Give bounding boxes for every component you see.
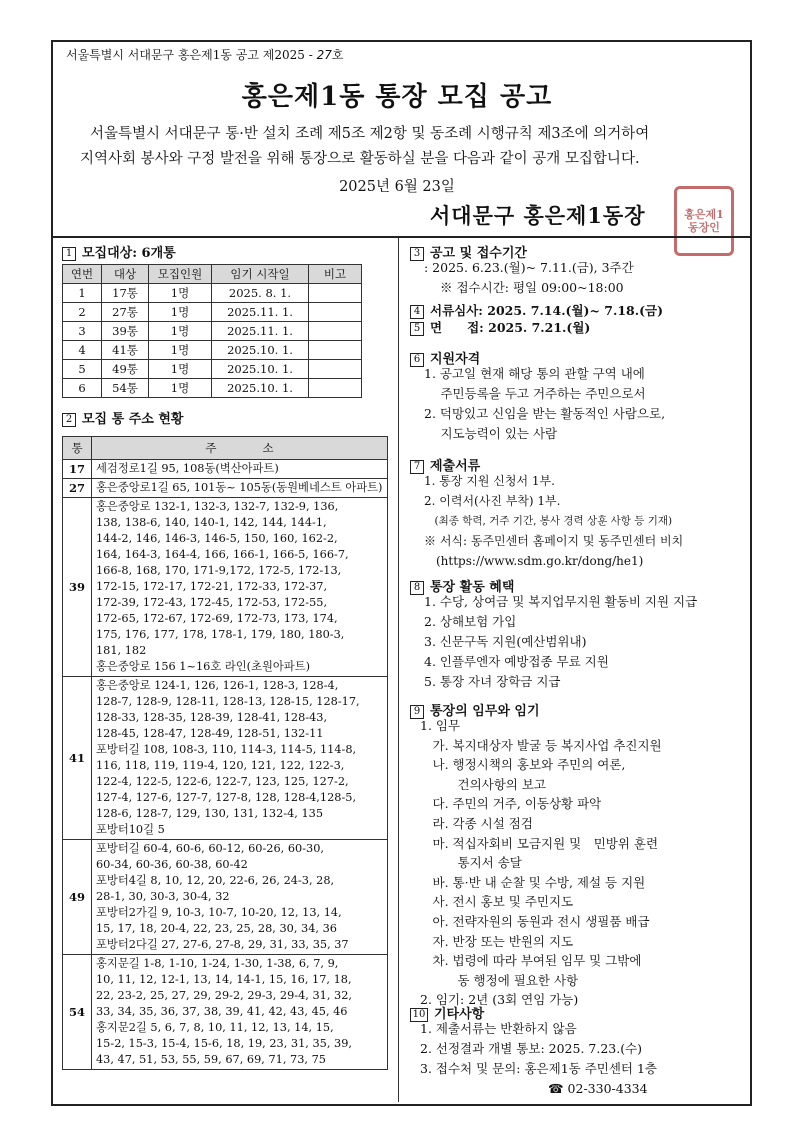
section-heading-text: 모집대상: 6개통 (82, 246, 176, 261)
section-screening (410, 301, 663, 319)
section-number-box: 1 (62, 247, 76, 261)
table-cell: 17통 (102, 284, 149, 303)
col-header: 임기 시작일 (212, 265, 309, 284)
table-header-row (63, 265, 362, 284)
table-cell: 2025.10. 1. (212, 341, 309, 360)
address-line: 포방터10길 5 (96, 823, 165, 836)
list-item: 다. 주민의 거주, 이동상황 파악 (420, 796, 602, 812)
list-item: 차. 법령에 따라 부여된 임무 및 그밖에 (420, 953, 642, 969)
address-line: 172-15, 172-17, 172-21, 172-33, 172-37, (96, 580, 328, 593)
address-line: 172-65, 172-67, 172-69, 172-73, 173, 174, (96, 612, 338, 625)
col-header: 대상 (102, 265, 149, 284)
table-cell: 1 (63, 284, 102, 303)
address-line: 164, 164-3, 164-4, 166, 166-1, 166-5, 166-7, (96, 548, 349, 561)
doc-number-handwritten: 27 (316, 48, 332, 62)
address-line: 128-45, 128-47, 128-49, 128-51, 132-11 (96, 727, 324, 740)
col-header: 주 소 (92, 437, 388, 460)
list-item: 통지서 송달 (420, 855, 522, 871)
address-line: 홍지문2길 5, 6, 7, 8, 10, 11, 12, 13, 14, 15, (96, 1021, 334, 1034)
list-item: 2. 선정결과 개별 통보: 2025. 7.23.(수) (420, 1041, 643, 1056)
section-interview (410, 318, 590, 336)
period-details (424, 258, 634, 298)
list-item: 지도능력이 있는 사람 (424, 426, 558, 441)
list-item: 아. 전략자원의 동원과 전시 생필품 배급 (420, 913, 650, 929)
issuer-signature: 서대문구 홍은제1동장 (430, 203, 646, 228)
address-line: 포방터4길 8, 10, 12, 20, 22-6, 26, 24-3, 28, (96, 874, 335, 887)
table-row (63, 322, 362, 341)
documents-list (424, 471, 683, 571)
address-line: 15, 17, 18, 20-4, 22, 23, 25, 28, 30, 34, 36 (96, 922, 337, 935)
table-cell: 2025.11. 1. (212, 303, 309, 322)
section-number-box: 6 (410, 353, 424, 367)
table-cell: 1명 (149, 379, 212, 398)
table-cell: 4 (63, 341, 102, 360)
table-cell: 2025.11. 1. (212, 322, 309, 341)
address-cell (92, 840, 388, 955)
table-cell: 2 (63, 303, 102, 322)
list-item: 1. 제출서류는 반환하지 않음 (420, 1021, 577, 1036)
intro-paragraph (80, 122, 730, 172)
qualification-list (424, 364, 665, 444)
address-line: 33, 34, 35, 36, 37, 38, 39, 41, 42, 43, 45, 46 (96, 1005, 348, 1018)
table-row (63, 498, 388, 677)
tong-number: 27 (63, 479, 92, 498)
address-line: 22, 23-2, 25, 27, 29, 29-2, 29-3, 29-4, 31, 32, (96, 989, 352, 1002)
table-cell (309, 341, 362, 360)
interview-text: 면 접: 2025. 7.21.(월) (430, 320, 591, 335)
page-title: 홍은제1동 통장 모집 공고 (241, 82, 553, 112)
section-number-box: 10 (410, 1008, 428, 1022)
list-item: 라. 각종 시설 점검 (420, 815, 533, 831)
table-cell (309, 360, 362, 379)
table-cell (309, 284, 362, 303)
address-line: 포방터2다길 27, 27-6, 27-8, 29, 31, 33, 35, 37 (96, 938, 349, 951)
address-line: 122-4, 122-5, 122-6, 122-7, 123, 125, 127-2, (96, 775, 349, 788)
table-row (63, 284, 362, 303)
address-line: 181, 182 (96, 644, 147, 657)
col-header: 연번 (63, 265, 102, 284)
address-line: 128-6, 128-7, 129, 130, 131, 132-4, 135 (96, 807, 324, 820)
address-line: 포방터길 60-4, 60-6, 60-12, 60-26, 60-30, (96, 842, 325, 855)
table-cell: 49통 (102, 360, 149, 379)
column-divider (398, 238, 399, 1102)
list-item: 3. 접수처 및 문의: 홍은제1동 주민센터 1층 (420, 1061, 658, 1076)
list-item: 건의사항의 보고 (420, 776, 546, 792)
list-item: 1. 공고일 현재 해당 통의 관할 구역 내에 (424, 366, 645, 381)
intro-line-2: 지역사회 봉사와 구정 발전을 위해 통장으로 활동하실 분을 다음과 같이 공개 모집합니다. (80, 151, 640, 167)
address-line: 10, 11, 12, 12-1, 13, 14, 14-1, 15, 16, 17, 18, (96, 973, 352, 986)
table-cell (309, 379, 362, 398)
address-line: 포방터2가길 9, 10-3, 10-7, 10-20, 12, 13, 14, (96, 906, 342, 919)
section-heading-text: 공고 및 접수기간 (430, 246, 527, 261)
address-line: 43, 47, 51, 53, 55, 59, 67, 69, 71, 73, 75 (96, 1053, 326, 1066)
official-seal-stamp: 홍은제1동장인 (674, 186, 734, 256)
address-line: 144-2, 146, 146-3, 146-5, 150, 160, 162-2, (96, 532, 338, 545)
table-row (63, 677, 388, 840)
list-item: 나. 행정시책의 홍보와 주민의 여론, (420, 757, 626, 773)
address-line: 홍은중앙로 156 1~16호 라인(초원아파트) (96, 660, 311, 673)
list-item: 4. 인플루엔자 예방접종 무료 지원 (424, 654, 609, 669)
section-number-box: 5 (410, 322, 424, 336)
list-item: 1. 통장 지원 신청서 1부. (424, 474, 555, 488)
table-cell (309, 303, 362, 322)
address-line: 60-34, 60-36, 60-38, 60-42 (96, 858, 248, 871)
screening-text: 서류심사: 2025. 7.14.(월)~ 7.18.(금) (430, 303, 663, 318)
doc-number-prefix: 서울특별시 서대문구 홍은제1동 공고 제2025 - (66, 48, 317, 62)
address-line: 홍은중앙로1길 65, 101동~ 105동(동원베네스트 아파트) (96, 481, 383, 494)
section-number-box: 4 (410, 305, 424, 319)
address-line: 15-2, 15-3, 15-4, 15-6, 18, 19, 23, 31, 35, 39, (96, 1037, 352, 1050)
section-address-heading (62, 408, 183, 427)
address-line: 홍은중앙로 132-1, 132-3, 132-7, 132-9, 136, (96, 500, 339, 513)
list-item: 주민등록을 두고 거주하는 주민으로서 (424, 386, 646, 401)
list-item: 2. 덕망있고 신임을 받는 활동적인 사람으로, (424, 406, 666, 421)
list-item: 2. 이력서(사진 부착) 1부. (424, 494, 561, 508)
list-item: 사. 전시 홍보 및 주민지도 (420, 894, 574, 910)
period-line: : 2025. 6.23.(월)~ 7.11.(금), 3주간 (424, 260, 634, 275)
table-row (63, 303, 362, 322)
table-row (63, 479, 388, 498)
address-cell (92, 677, 388, 840)
period-hours: ※ 접수시간: 평일 09:00~18:00 (440, 280, 624, 295)
misc-list (420, 1019, 657, 1099)
tong-number: 39 (63, 498, 92, 677)
section-number-box: 3 (410, 247, 424, 261)
table-cell: 2025.10. 1. (212, 360, 309, 379)
address-line: 128-7, 128-9, 128-11, 128-13, 128-15, 128-17, (96, 695, 360, 708)
address-table (62, 436, 388, 1070)
address-line: 128-33, 128-35, 128-39, 128-41, 128-43, (96, 711, 328, 724)
address-line: 172-39, 172-43, 172-45, 172-53, 172-55, (96, 596, 328, 609)
table-cell: 1명 (149, 341, 212, 360)
list-item: ※ 서식: 동주민센터 홈페이지 및 동주민센터 비치 (424, 534, 684, 548)
table-cell: 5 (63, 360, 102, 379)
section-number-box: 9 (410, 705, 424, 719)
tong-number: 49 (63, 840, 92, 955)
table-cell: 1명 (149, 322, 212, 341)
recruit-table (62, 264, 362, 398)
list-item: 3. 신문구독 지원(예산범위내) (424, 634, 587, 649)
contact-phone: ☎ 02-330-4334 (548, 1081, 648, 1096)
table-cell: 1명 (149, 360, 212, 379)
duties-list (420, 716, 662, 1010)
list-item: 2. 상해보험 가입 (424, 614, 517, 629)
tong-number: 54 (63, 955, 92, 1070)
document-number (66, 46, 343, 63)
address-line: 127-4, 127-6, 127-7, 127-8, 128, 128-4,128-5, (96, 791, 357, 804)
address-line: 175, 176, 177, 178, 178-1, 179, 180, 180-3, (96, 628, 345, 641)
col-header: 통 (63, 437, 92, 460)
address-line: 28-1, 30, 30-3, 30-4, 32 (96, 890, 230, 903)
intro-line-1: 서울특별시 서대문구 통·반 설치 조례 제5조 제2항 및 동조례 시행규칙 제3조에 의거하여 (90, 126, 650, 142)
section-heading-text: 지원자격 (430, 352, 481, 367)
table-cell: 2025.10. 1. (212, 379, 309, 398)
table-cell: 27통 (102, 303, 149, 322)
list-item: 마. 적십자회비 모금지원 및 민방위 훈련 (420, 835, 659, 851)
section-heading-text: 통장의 임무와 임기 (430, 704, 540, 719)
table-cell: 3 (63, 322, 102, 341)
address-line: 세검정로1길 95, 108동(벽산아파트) (96, 462, 279, 475)
section-recruit-heading (62, 242, 176, 261)
address-line: 116, 118, 119, 119-4, 120, 121, 122, 122-3, (96, 759, 345, 772)
section-heading-text: 제출서류 (430, 459, 481, 474)
benefits-list (424, 592, 697, 692)
table-row (63, 840, 388, 955)
doc-number-suffix: 호 (331, 48, 344, 62)
list-item: (최종 학력, 거주 기간, 봉사 경력 상훈 사항 등 기재) (424, 515, 673, 527)
table-row (63, 379, 362, 398)
header-divider (51, 236, 750, 238)
address-line: 포방터길 108, 108-3, 110, 114-3, 114-5, 114-8, (96, 743, 357, 756)
address-cell (92, 955, 388, 1070)
address-line: 홍지문길 1-8, 1-10, 1-24, 1-30, 1-38, 6, 7, 9, (96, 957, 339, 970)
table-cell: 39통 (102, 322, 149, 341)
address-cell (92, 498, 388, 677)
address-line: 홍은중앙로 124-1, 126, 126-1, 128-3, 128-4, (96, 679, 339, 692)
address-cell (92, 479, 388, 498)
address-cell (92, 460, 388, 479)
section-heading-text: 통장 활동 혜택 (430, 580, 515, 595)
address-line: 138, 138-6, 140, 140-1, 142, 144, 144-1, (96, 516, 327, 529)
section-heading-text: 모집 통 주소 현황 (82, 412, 184, 427)
table-row (63, 460, 388, 479)
table-cell: 54통 (102, 379, 149, 398)
list-item: 동 행정에 필요한 사항 (420, 972, 579, 988)
table-row (63, 955, 388, 1070)
list-item: 2. 임기: 2년 (3회 연임 가능) (420, 992, 579, 1008)
list-item: 바. 통·반 내 순찰 및 수방, 제설 등 지원 (420, 874, 646, 890)
tong-number: 17 (63, 460, 92, 479)
table-cell (309, 322, 362, 341)
table-row (63, 360, 362, 379)
section-heading-text: 기타사항 (434, 1007, 485, 1022)
tong-number: 41 (63, 677, 92, 840)
table-cell: 2025. 8. 1. (212, 284, 309, 303)
list-item: 5. 통장 자녀 장학금 지급 (424, 674, 561, 689)
section-number-box: 2 (62, 413, 76, 427)
homepage-url: (https://www.sdm.go.kr/dong/he1) (424, 554, 644, 568)
list-item: 자. 반장 또는 반원의 지도 (420, 933, 574, 949)
section-number-box: 8 (410, 581, 424, 595)
notice-date: 2025년 6월 23일 (339, 179, 455, 195)
table-cell: 6 (63, 379, 102, 398)
table-header-row (63, 437, 388, 460)
table-cell: 1명 (149, 284, 212, 303)
table-cell: 1명 (149, 303, 212, 322)
section-number-box: 7 (410, 460, 424, 474)
col-header: 모집인원 (149, 265, 212, 284)
table-cell: 41통 (102, 341, 149, 360)
table-row (63, 341, 362, 360)
col-header: 비고 (309, 265, 362, 284)
address-line: 166-8, 168, 170, 171-9,172, 172-5, 172-13, (96, 564, 342, 577)
list-item: 1. 임무 (420, 718, 461, 733)
list-item: 1. 수당, 상여금 및 복지업무지원 활동비 지원 지급 (424, 594, 698, 609)
list-item: 가. 복지대상자 발굴 등 복지사업 추진지원 (420, 737, 662, 753)
